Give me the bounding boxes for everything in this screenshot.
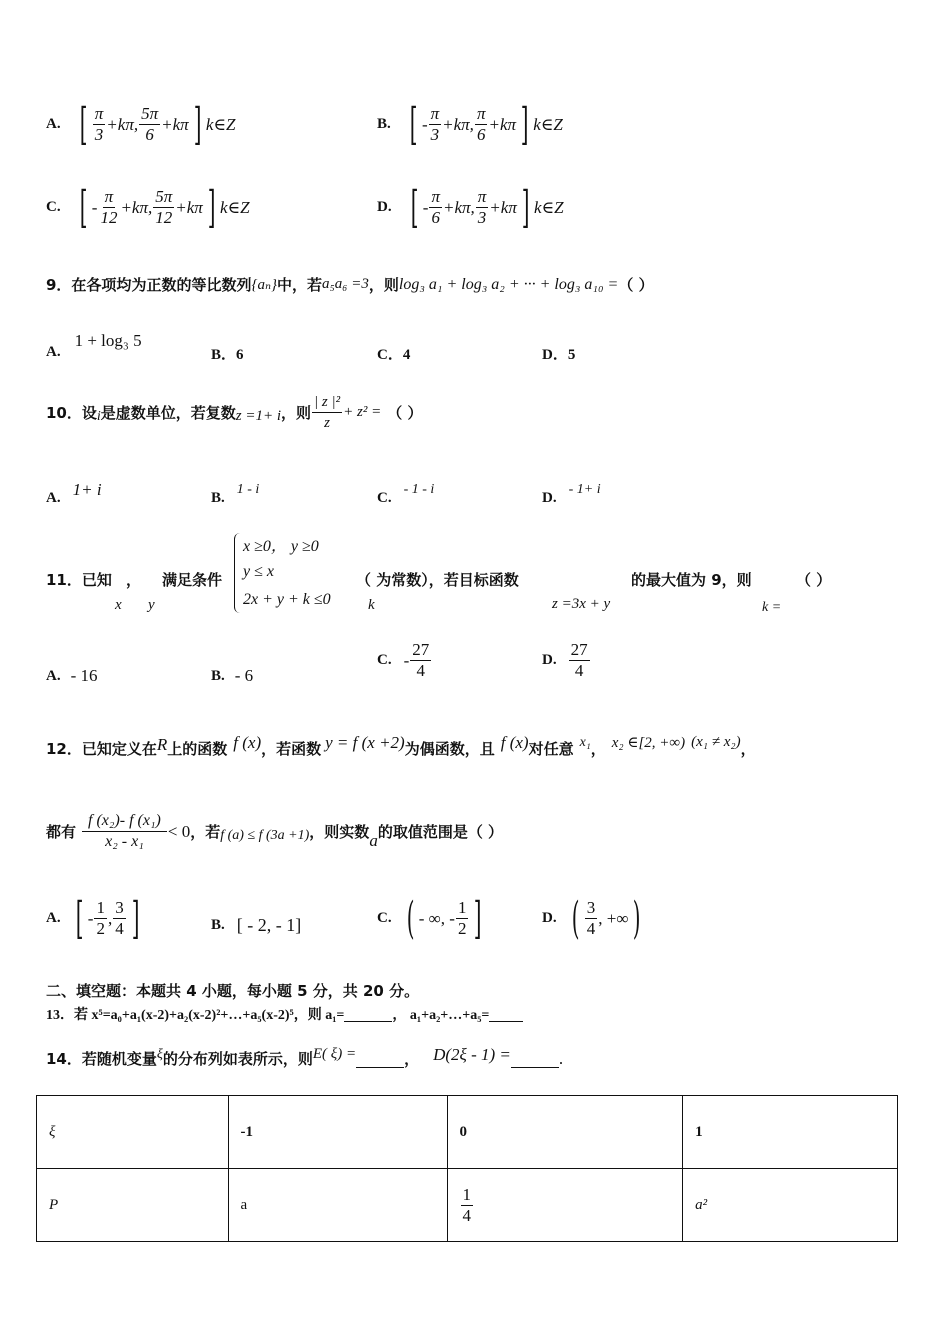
table-cell: a² [683, 1169, 898, 1242]
table-cell: 0 [447, 1096, 683, 1169]
table-cell [447, 1169, 683, 1242]
q10-stem: 10．设 i 是虚数单位，若复数 z =1+ i ，则 $\frac{\text{| z |²}}{z}$ + z² = （ ） [46, 394, 423, 431]
q11-stem-b: 满足条件 [162, 571, 223, 589]
q12-option-a: A. [ - $\frac{1}{2}$ , $\frac{3}{4}$ ] [46, 892, 140, 944]
option-label: D. [377, 199, 392, 215]
q8-option-b: B. [ - $\frac{\pi}{3}$ +kπ, $\frac{\pi}{6}$ +kπ ] k∈Z [377, 98, 563, 150]
q11-stem-d: 的最大值为 9，则 [631, 571, 752, 589]
answer-blank[interactable] [344, 1007, 392, 1022]
q12-option-d: D. ( $\frac{3}{4}$ , +∞ ) [542, 892, 641, 944]
q9-option-b: B．6 [211, 347, 244, 363]
q11-paren: （ ） [796, 571, 832, 589]
q10-option-b: B. 1 - i [211, 481, 260, 506]
table-cell: 1 [683, 1096, 898, 1169]
table-row [37, 1169, 898, 1242]
q12-line-2: 都有 $\frac{\text{f (x₂)- f (x₁)}}{\text{x₂ - x₁}}$ < 0 ，若 f (a) ≤ f (3a +1) ，则实数 a 的取值范围是（ ） [46, 812, 504, 850]
q11-cond-1: x ≥0， y ≥0 [243, 538, 319, 555]
q8-option-d: D. [ - $\frac{\pi}{6}$ +kπ, $\frac{\pi}{3}$ +kπ ] k∈Z [377, 181, 564, 233]
option-label: B. [377, 116, 391, 132]
q11-stem-c: （ 为常数），若目标函数 [356, 571, 519, 589]
q9-option-d: D．5 [542, 347, 576, 363]
q8-option-c: C. [ - $\frac{\pi}{12}$ +kπ, $\frac{5\pi}{12}$ +kπ ] k∈Z [46, 181, 250, 233]
q11-option-d: D. $\frac{27}{4}$ [542, 640, 588, 680]
answer-blank[interactable] [511, 1053, 559, 1068]
q11-cond-3: 2x + y + k ≤0 [243, 591, 331, 608]
q11-option-a: A. - 16 [46, 666, 98, 685]
table-cell: P [37, 1169, 229, 1242]
section-title: 二、填空题：本题共 4 小题，每小题 5 分，共 20 分。 [46, 982, 420, 1000]
q11-cond-2: y ≤ x [243, 563, 274, 580]
option-label: C. [46, 199, 61, 215]
table-cell: -1 [228, 1096, 447, 1169]
q9-stem: 9．在各项均为正数的等比数列 {aₙ} 中，若 a₅a₆ =3 ，则 log₃ a₁ + log₃ a₂ + ··· + log₃ a₁₀ = （ ） [46, 275, 654, 294]
q9-option-c: C．4 [377, 347, 411, 363]
q11-x: x [115, 597, 122, 613]
q10-option-a: A. 1+ i [46, 479, 102, 506]
q8-option-a: A. [ $\frac{\pi}{3}$ +kπ, $\frac{5\pi}{6}$ +kπ ] k∈Z [46, 98, 236, 150]
q14-stem: 14．若随机变量 ξ 的分布列如表所示，则 E( ξ) = ， D(2ξ - 1) = . [46, 1044, 564, 1068]
table-cell: ξ [37, 1096, 229, 1169]
q9-option-a: A. 1 + log₃ 5 [46, 330, 142, 360]
distribution-table [36, 1095, 898, 1242]
q12-option-b: B. [ - 2, - 1] [211, 915, 302, 935]
q11-y: y [148, 597, 155, 613]
q10-option-d: D. - 1+ i [542, 481, 601, 506]
fraction: $\frac{1}{4}$ [462, 1184, 472, 1225]
q11-objective: z =3x + y [552, 596, 611, 612]
answer-blank[interactable] [489, 1007, 523, 1022]
q11-comma: ， [126, 571, 142, 589]
answer-blank[interactable] [356, 1053, 404, 1068]
q10-option-c: C. - 1 - i [377, 481, 435, 506]
q11-option-c: C. - $\frac{27}{4}$ [377, 640, 430, 680]
table-row [37, 1096, 898, 1169]
q11-stem-a: 11．已知 [46, 571, 112, 589]
option-label: A. [46, 116, 61, 132]
system-brace [234, 533, 241, 613]
q12-line-1: 12．已知定义在 R 上的函数 f (x) ，若函数 y = f (x +2) 为偶函数，且 f (x) 对任意 x₁ ， x₂ ∈[2, +∞) (x₁ ≠ x₂) ， [46, 732, 756, 758]
q13-stem: 13．若 x⁵=a₀+a₁(x-2)+a₂(x-2)²+…+a₅(x-2)⁵，则 a₁= ， a₁+a₂+…+a₅= [46, 1004, 523, 1024]
q11-option-b: B. - 6 [211, 666, 254, 685]
table-cell: a [228, 1169, 447, 1242]
q11-k: k [368, 597, 375, 613]
q11-k-eq: k = [762, 600, 782, 615]
q12-option-c: C. ( - ∞, - $\frac{1}{2}$ ] [377, 892, 482, 944]
